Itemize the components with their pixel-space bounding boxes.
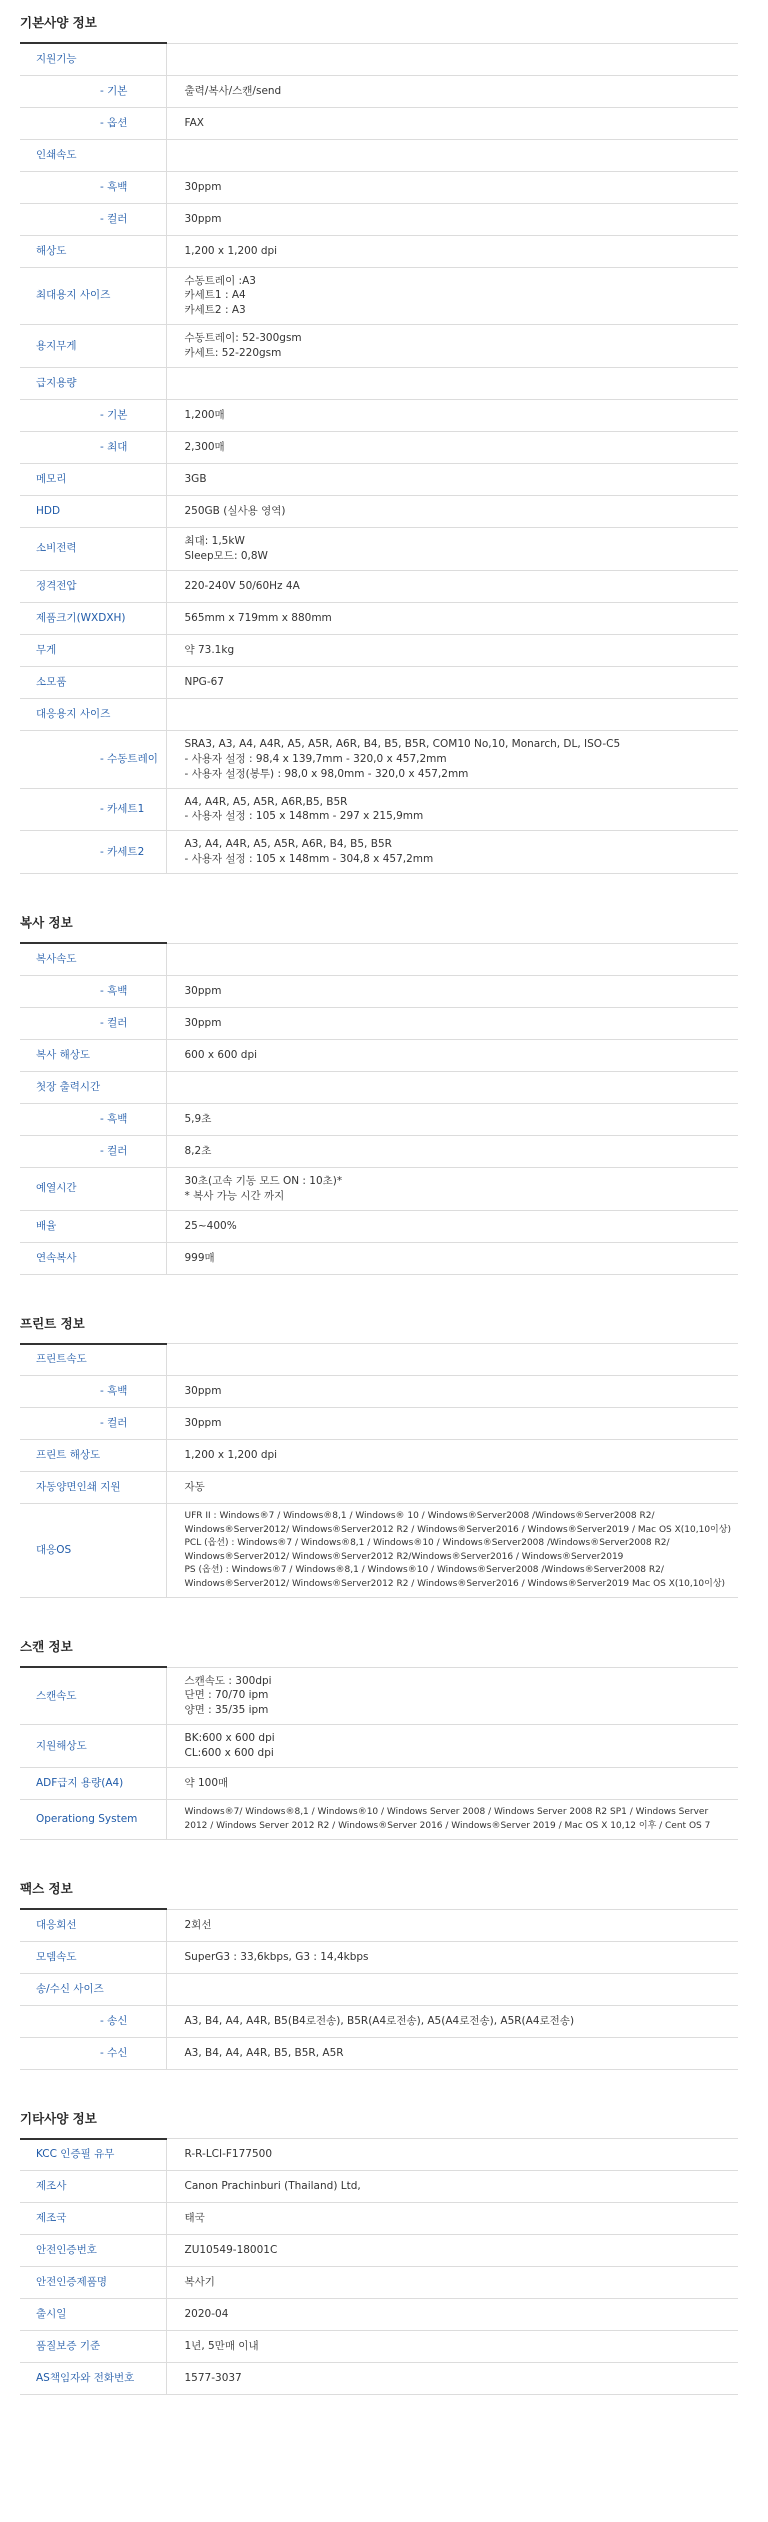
- spec-label: 안전인증번호: [20, 2235, 166, 2267]
- spec-value-line: UFR II : Windows®7 / Windows®8,1 / Windows® 10 / Windows®Server2008 /Windows®Server2008 R2/ Windows®Server2012/ Windows®Server2012 R2 / Windows®Server2016 / Windows®Server2019 / Mac OS X(10,10이상): [184, 1511, 731, 1535]
- spec-value: [166, 1800, 738, 1840]
- spec-value-line: A4, A4R, A5, A5R, A6R,B5, B5R: [184, 795, 348, 808]
- spec-value: [166, 1135, 738, 1167]
- spec-value-line: NPG-67: [184, 675, 224, 688]
- spec-row: [20, 698, 738, 730]
- spec-label: 지원해상도: [20, 1725, 166, 1768]
- spec-sublabel: - 옵션: [20, 107, 166, 139]
- spec-value-line: * 복사 가능 시간 까지: [184, 1189, 285, 1202]
- spec-section: [20, 1880, 738, 2070]
- spec-label: 모뎀속도: [20, 1941, 166, 1973]
- spec-row: [20, 528, 738, 571]
- spec-sublabel: - 컬러: [20, 1135, 166, 1167]
- spec-value-line: 2020-04: [184, 2308, 229, 2321]
- spec-label: 정격전압: [20, 570, 166, 602]
- spec-value: [166, 1973, 738, 2005]
- spec-sublabel: - 컬러: [20, 203, 166, 235]
- spec-value: [166, 2331, 738, 2363]
- spec-row: [20, 400, 738, 432]
- spec-label: HDD: [20, 496, 166, 528]
- spec-row: [20, 2139, 738, 2171]
- spec-label: 소비전력: [20, 528, 166, 571]
- spec-row: [20, 730, 738, 788]
- spec-value-line: 30초(고속 기동 모드 ON : 10초)*: [184, 1174, 343, 1187]
- spec-value-line: 999매: [184, 1251, 215, 1264]
- spec-value: [166, 1071, 738, 1103]
- spec-section: [20, 1638, 738, 1840]
- spec-value-line: 출력/복사/스캔/send: [184, 84, 282, 97]
- spec-sublabel: - 카세트2: [20, 831, 166, 874]
- spec-sublabel: - 기본: [20, 400, 166, 432]
- spec-row: [20, 1408, 738, 1440]
- spec-row: [20, 1242, 738, 1274]
- spec-value-line: 30ppm: [184, 1417, 222, 1430]
- spec-row: [20, 1768, 738, 1800]
- spec-label: 최대용지 사이즈: [20, 267, 166, 325]
- spec-value: [166, 235, 738, 267]
- spec-value: [166, 1768, 738, 1800]
- spec-value-line: FAX: [184, 116, 204, 129]
- spec-value: [166, 368, 738, 400]
- spec-row: [20, 1941, 738, 1973]
- spec-row: [20, 1800, 738, 1840]
- spec-row: [20, 432, 738, 464]
- spec-value: [166, 2005, 738, 2037]
- spec-value: [166, 2139, 738, 2171]
- spec-label: AS책임자와 전화번호: [20, 2363, 166, 2395]
- spec-value: [166, 1667, 738, 1725]
- spec-row: [20, 570, 738, 602]
- spec-sublabel: - 카세트1: [20, 788, 166, 831]
- spec-row: [20, 496, 738, 528]
- spec-value-line: 25~400%: [184, 1219, 237, 1232]
- spec-row: [20, 2235, 738, 2267]
- spec-value-line: 태국: [184, 2212, 205, 2225]
- spec-label: 대응용지 사이즈: [20, 698, 166, 730]
- spec-label: 예열시간: [20, 1167, 166, 1210]
- spec-value-line: Windows®7/ Windows®8,1 / Windows®10 / Windows Server 2008 / Windows Server 2008 R2 SP1 / Windows Server 2012 / Windows Server 2012 R2 / Windows®Server 2016 / Windows®Server 2019 / Mac OS X 10,12 이후 / Cent OS 7: [184, 1807, 711, 1831]
- spec-label: 용지무게: [20, 325, 166, 368]
- spec-label: 송/수신 사이즈: [20, 1973, 166, 2005]
- spec-label: 복사속도: [20, 943, 166, 975]
- spec-row: [20, 1667, 738, 1725]
- spec-value: [166, 975, 738, 1007]
- spec-value-line: 8,2초: [184, 1144, 212, 1157]
- spec-value-line: 30ppm: [184, 1016, 222, 1029]
- spec-row: [20, 1440, 738, 1472]
- spec-value: [166, 1440, 738, 1472]
- spec-value: [166, 43, 738, 75]
- spec-sublabel: - 흑백: [20, 171, 166, 203]
- spec-label: 첫장 출력시간: [20, 1071, 166, 1103]
- spec-label: 배율: [20, 1210, 166, 1242]
- spec-row: [20, 325, 738, 368]
- spec-sublabel: - 흑백: [20, 1103, 166, 1135]
- spec-value: [166, 1210, 738, 1242]
- spec-row: [20, 464, 738, 496]
- spec-value: [166, 2299, 738, 2331]
- spec-value: [166, 788, 738, 831]
- spec-sublabel: - 컬러: [20, 1408, 166, 1440]
- spec-section: [20, 2110, 738, 2396]
- spec-value-line: 250GB (실사용 영역): [184, 505, 286, 518]
- spec-label: ADF급지 용량(A4): [20, 1768, 166, 1800]
- spec-row: [20, 43, 738, 75]
- spec-row: [20, 1103, 738, 1135]
- spec-value: [166, 2235, 738, 2267]
- spec-value-line: 복사기: [184, 2276, 215, 2289]
- spec-value-line: 220-240V 50/60Hz 4A: [184, 579, 300, 592]
- spec-value-line: 2회선: [184, 1918, 212, 1931]
- spec-value-line: 양면 : 35/35 ipm: [184, 1704, 269, 1717]
- spec-value: [166, 1504, 738, 1598]
- spec-value-line: 5,9초: [184, 1112, 212, 1125]
- spec-value: [166, 570, 738, 602]
- spec-value-line: 자동: [184, 1481, 205, 1494]
- spec-row: [20, 368, 738, 400]
- spec-value-line: 30ppm: [184, 984, 222, 997]
- spec-value: [166, 75, 738, 107]
- spec-value: [166, 1472, 738, 1504]
- spec-value-line: CL:600 x 600 dpi: [184, 1747, 274, 1760]
- spec-row: [20, 1071, 738, 1103]
- spec-value-line: Canon Prachinburi (Thailand) Ltd,: [184, 2180, 361, 2193]
- spec-value-line: 2,300매: [184, 441, 225, 454]
- spec-value-line: 카세트1 : A4: [184, 289, 246, 302]
- spec-value-line: A3, B4, A4, A4R, B5, B5R, A5R: [184, 2046, 344, 2059]
- spec-value-line: PS (옵션) : Windows®7 / Windows®8,1 / Windows®10 / Windows®Server2008 /Windows®Server2008 R2/ Windows®Server2012/ Windows®Server2012 R2 / Windows®Server2016 / Windows®Server2019 Mac OS X(10,10이상): [184, 1565, 726, 1589]
- spec-sublabel: - 최대: [20, 432, 166, 464]
- spec-row: [20, 75, 738, 107]
- spec-value: [166, 1242, 738, 1274]
- spec-value: [166, 267, 738, 325]
- spec-value-line: 약 73.1kg: [184, 643, 235, 656]
- spec-value: [166, 698, 738, 730]
- spec-value-line: A3, B4, A4, A4R, B5(B4로전송), B5R(A4로전송), A5(A4로전송), A5R(A4로전송): [184, 2014, 575, 2027]
- spec-row: [20, 139, 738, 171]
- spec-value-line: 스캔속도 : 300dpi: [184, 1674, 272, 1687]
- section-title: 팩스 정보: [20, 1881, 73, 1897]
- spec-value: [166, 325, 738, 368]
- spec-value-line: 수동트레이 :A3: [184, 274, 256, 287]
- spec-label: 제조사: [20, 2171, 166, 2203]
- spec-row: [20, 1725, 738, 1768]
- spec-sublabel: - 기본: [20, 75, 166, 107]
- spec-value-line: SRA3, A3, A4, A4R, A5, A5R, A6R, B4, B5, B5R, COM10 No,10, Monarch, DL, ISO-C5: [184, 737, 621, 750]
- spec-label: 자동양면인쇄 지원: [20, 1472, 166, 1504]
- spec-row: [20, 2331, 738, 2363]
- spec-value: [166, 1103, 738, 1135]
- spec-row: [20, 634, 738, 666]
- spec-value: [166, 2037, 738, 2069]
- spec-row: [20, 1007, 738, 1039]
- spec-value-line: A3, A4, A4R, A5, A5R, A6R, B4, B5, B5R: [184, 838, 392, 851]
- spec-value-line: 565mm x 719mm x 880mm: [184, 611, 332, 624]
- spec-value-line: 1577-3037: [184, 2372, 242, 2385]
- spec-row: [20, 1504, 738, 1598]
- spec-row: [20, 2203, 738, 2235]
- spec-label: KCC 인증필 유무: [20, 2139, 166, 2171]
- spec-label: 복사 해상도: [20, 1039, 166, 1071]
- spec-table: [20, 942, 738, 1274]
- spec-value-line: R-R-LCI-F177500: [184, 2148, 273, 2161]
- spec-value-line: - 사용자 설정 : 105 x 148mm - 297 x 215,9mm: [184, 810, 424, 823]
- spec-value-line: 1,200 x 1,200 dpi: [184, 244, 278, 257]
- spec-value: [166, 2267, 738, 2299]
- spec-value: [166, 2363, 738, 2395]
- spec-label: 프린트속도: [20, 1344, 166, 1376]
- spec-value-line: SuperG3 : 33,6kbps, G3 : 14,4kbps: [184, 1950, 369, 1963]
- spec-value: [166, 139, 738, 171]
- spec-value-line: ZU10549-18001C: [184, 2244, 278, 2257]
- spec-row: [20, 2363, 738, 2395]
- section-title: 복사 정보: [20, 915, 73, 931]
- spec-row: [20, 2267, 738, 2299]
- spec-sublabel: - 흑백: [20, 1376, 166, 1408]
- spec-value: [166, 730, 738, 788]
- spec-label: 해상도: [20, 235, 166, 267]
- spec-label: 출시일: [20, 2299, 166, 2331]
- spec-row: [20, 1135, 738, 1167]
- spec-value-line: - 사용자 설정(봉투) : 98,0 x 98,0mm - 320,0 x 457,2mm: [184, 767, 469, 780]
- spec-label: 프린트 해상도: [20, 1440, 166, 1472]
- spec-sublabel: - 송신: [20, 2005, 166, 2037]
- spec-row: [20, 2005, 738, 2037]
- spec-value: [166, 1344, 738, 1376]
- spec-row: [20, 203, 738, 235]
- spec-value-line: Sleep모드: 0,8W: [184, 549, 268, 562]
- spec-value-line: 약 100매: [184, 1777, 229, 1790]
- spec-value-line: 1,200매: [184, 409, 225, 422]
- spec-value: [166, 1376, 738, 1408]
- spec-label: Operationg System: [20, 1800, 166, 1840]
- spec-table: [20, 1908, 738, 2070]
- spec-value: [166, 1007, 738, 1039]
- spec-sublabel: - 수동트레이: [20, 730, 166, 788]
- spec-value: [166, 1039, 738, 1071]
- spec-section: [20, 14, 738, 874]
- spec-label: 인쇄속도: [20, 139, 166, 171]
- spec-value-line: 카세트2 : A3: [184, 304, 246, 317]
- spec-label: 제조국: [20, 2203, 166, 2235]
- spec-row: [20, 1039, 738, 1071]
- spec-label: 메모리: [20, 464, 166, 496]
- spec-table: [20, 2138, 738, 2396]
- spec-value: [166, 171, 738, 203]
- spec-sublabel: - 흑백: [20, 975, 166, 1007]
- spec-label: 지원기능: [20, 43, 166, 75]
- section-title: 기타사양 정보: [20, 2110, 97, 2126]
- spec-value: [166, 831, 738, 874]
- spec-value: [166, 203, 738, 235]
- spec-sublabel: - 수신: [20, 2037, 166, 2069]
- spec-value: [166, 400, 738, 432]
- spec-table: [20, 1343, 738, 1599]
- spec-section: [20, 1315, 738, 1599]
- spec-label: 무게: [20, 634, 166, 666]
- spec-row: [20, 1909, 738, 1941]
- section-title: 스캔 정보: [20, 1639, 73, 1654]
- spec-table: [20, 1666, 738, 1840]
- spec-row: [20, 666, 738, 698]
- spec-value: [166, 496, 738, 528]
- spec-row: [20, 107, 738, 139]
- spec-value: [166, 2203, 738, 2235]
- spec-value: [166, 107, 738, 139]
- spec-value-line: 30ppm: [184, 1385, 222, 1398]
- spec-label: 대응회선: [20, 1909, 166, 1941]
- spec-value-line: - 사용자 설정 : 98,4 x 139,7mm - 320,0 x 457,2mm: [184, 752, 447, 765]
- spec-value: [166, 666, 738, 698]
- spec-row: [20, 1210, 738, 1242]
- spec-value-line: - 사용자 설정 : 105 x 148mm - 304,8 x 457,2mm: [184, 853, 434, 866]
- spec-value-line: 30ppm: [184, 180, 222, 193]
- spec-value: [166, 634, 738, 666]
- spec-row: [20, 831, 738, 874]
- spec-value-line: 카세트: 52-220gsm: [184, 347, 282, 360]
- spec-row: [20, 235, 738, 267]
- spec-value-line: 3GB: [184, 473, 207, 486]
- spec-value: [166, 1725, 738, 1768]
- spec-row: [20, 602, 738, 634]
- spec-label: 소모품: [20, 666, 166, 698]
- spec-row: [20, 1167, 738, 1210]
- section-title: 기본사양 정보: [20, 15, 97, 30]
- spec-value-line: 1,200 x 1,200 dpi: [184, 1449, 278, 1462]
- spec-value-line: 600 x 600 dpi: [184, 1048, 258, 1061]
- spec-row: [20, 2171, 738, 2203]
- spec-row: [20, 788, 738, 831]
- spec-value: [166, 464, 738, 496]
- spec-row: [20, 943, 738, 975]
- spec-value: [166, 1408, 738, 1440]
- spec-row: [20, 1472, 738, 1504]
- spec-label: 스캔속도: [20, 1667, 166, 1725]
- spec-value: [166, 602, 738, 634]
- spec-row: [20, 1344, 738, 1376]
- spec-value: [166, 1167, 738, 1210]
- spec-value: [166, 528, 738, 571]
- section-title: 프린트 정보: [20, 1315, 85, 1331]
- spec-label: 대응OS: [20, 1504, 166, 1598]
- spec-row: [20, 975, 738, 1007]
- spec-label: 품질보증 기준: [20, 2331, 166, 2363]
- spec-row: [20, 2299, 738, 2331]
- spec-value-line: 수동트레이: 52-300gsm: [184, 332, 302, 345]
- spec-value: [166, 1941, 738, 1973]
- spec-table: [20, 42, 738, 874]
- spec-value-line: 단면 : 70/70 ipm: [184, 1689, 269, 1702]
- spec-label: 안전인증제품명: [20, 2267, 166, 2299]
- spec-page: [20, 14, 738, 2395]
- spec-row: [20, 2037, 738, 2069]
- spec-value: [166, 1909, 738, 1941]
- spec-value-line: PCL (옵션) : Windows®7 / Windows®8,1 / Windows®10 / Windows®Server2008 /Windows®Server2008 R2/ Windows®Server2012/ Windows®Server2012 R2/Windows®Server2016 / Windows®Server2019: [184, 1538, 670, 1562]
- spec-value: [166, 432, 738, 464]
- spec-value-line: BK:600 x 600 dpi: [184, 1732, 275, 1745]
- spec-section: [20, 914, 738, 1274]
- spec-sublabel: - 컬러: [20, 1007, 166, 1039]
- spec-row: [20, 171, 738, 203]
- spec-value: [166, 2171, 738, 2203]
- spec-label: 연속복사: [20, 1242, 166, 1274]
- spec-value-line: 30ppm: [184, 212, 222, 225]
- spec-value-line: 최대: 1,5kW: [184, 535, 245, 548]
- spec-value-line: 1년, 5만매 이내: [184, 2340, 259, 2353]
- spec-row: [20, 1973, 738, 2005]
- spec-row: [20, 1376, 738, 1408]
- spec-value: [166, 943, 738, 975]
- spec-label: 급지용량: [20, 368, 166, 400]
- spec-row: [20, 267, 738, 325]
- spec-label: 제품크기(WXDXH): [20, 602, 166, 634]
